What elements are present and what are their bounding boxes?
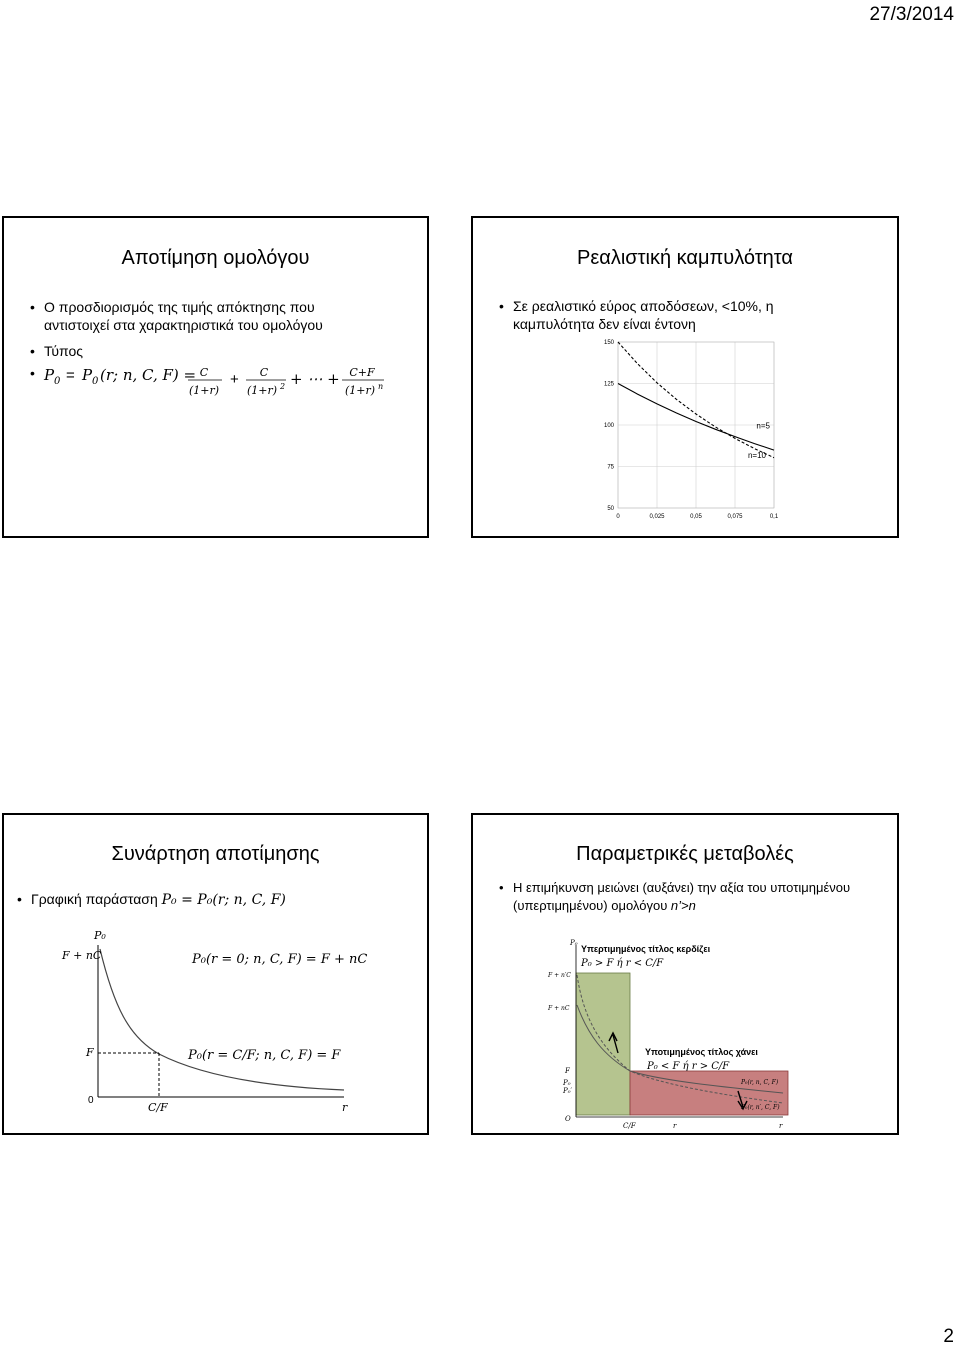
slide-realistic-convexity [471, 216, 899, 538]
over-title: Υπερτιμημένος τίτλος κερδίζει [581, 944, 711, 954]
x-tick-label: 0,1 [769, 514, 779, 520]
slide-bond-valuation [2, 216, 429, 538]
bullet-text: καμπυλότητα δεν είναι έντονη [513, 316, 696, 332]
under-condition: P₀ < F ή r > C/F [647, 1061, 730, 1072]
legend-n10: n=10 [747, 451, 766, 461]
fraction-exp: n [378, 382, 384, 391]
header-date: 27/3/2014 [869, 4, 954, 25]
formula-eq: = [66, 367, 75, 384]
bullet-text: • Η επιμήκυνση μειώνει (αυξάνει) την αξία του υποτιμημένου [513, 880, 851, 895]
curve2-label: P₀(r, n′, C, F) [741, 1104, 780, 1111]
bullet-type: • Τύπος [44, 342, 83, 360]
overvalued-zone [576, 973, 630, 1115]
bullet-convexity [513, 297, 774, 333]
formula-dots: + ⋯ + [290, 370, 340, 388]
y-tick-label: 75 [607, 464, 614, 471]
valuation-graph [14, 927, 414, 1127]
fraction-num: C+F [349, 366, 375, 379]
x-axis-label: r [779, 1122, 783, 1130]
slide-title: Παραμετρικές μεταβολές [576, 843, 794, 865]
x-tick-label: 0,075 [727, 514, 743, 520]
formula-plus: + [230, 371, 239, 388]
bullet-text: • Ο προσδιορισμός της τιμής απόκτησης που [44, 299, 315, 315]
label-f: F [565, 1067, 570, 1075]
parametric-graph [543, 935, 793, 1135]
x-mid-label: C/F [148, 1101, 168, 1114]
formula-p0: P [82, 366, 93, 384]
bullet-formula [44, 364, 424, 404]
bullet-text: αντιστοιχεί στα χαρακτηριστικά του ομολόγου [44, 317, 323, 333]
y-mid-label: F [86, 1046, 94, 1059]
y-tick-label: 125 [603, 381, 614, 388]
y-tick-label: 150 [603, 340, 614, 346]
formula-sub: 0 [92, 376, 99, 387]
bullet-text-italic: n’>n [670, 898, 696, 913]
formula-lhs: • P [44, 366, 55, 384]
page-number: 2 [943, 1326, 954, 1347]
over-condition: P₀ > F ή r < C/F [581, 958, 664, 969]
slide-parametric-changes [471, 813, 899, 1135]
legend-n5: n=5 [756, 421, 770, 431]
formula-sub: 0 [54, 376, 61, 387]
fraction-den: (1+r) [188, 384, 220, 397]
origin-label: 0 [88, 1095, 94, 1106]
annotation-rcf: P₀(r = C/F; n, C, F) = F [188, 1048, 341, 1063]
y-axis-label: P₀ [570, 939, 578, 947]
bullet-definition [44, 298, 323, 334]
slide-valuation-function [2, 813, 429, 1135]
y-top-label: F + nC [62, 949, 102, 962]
x-tick-label: 0 [616, 514, 620, 520]
valuation-curve [100, 949, 344, 1090]
x-r-label: r [673, 1122, 677, 1130]
fraction-exp: 2 [280, 382, 286, 391]
x-cf-label: C/F [623, 1122, 636, 1130]
slide-title: Ρεαλιστική καμπυλότητα [577, 247, 793, 269]
formula-args: (r; n, C, F) = [100, 366, 197, 384]
curve1-label: P₀(r, n, C, F) [741, 1079, 779, 1086]
label-p0: P₀ [563, 1079, 571, 1087]
valuation-formula [44, 364, 424, 406]
bullet-text: Γραφική παράσταση [31, 891, 158, 907]
x-axis-label: r [342, 1101, 348, 1114]
y-axis-label: P₀ [94, 929, 106, 942]
bullet-extension [513, 879, 850, 915]
slide-title: Αποτίμηση ομολόγου [121, 247, 310, 269]
fraction-num: C [199, 366, 209, 379]
y-tick-label: 100 [603, 423, 614, 429]
fraction-den: (1+r) [246, 384, 278, 397]
under-title: Υποτιμημένος τίτλος χάνει [645, 1047, 758, 1057]
label-fn: F + nC [548, 1005, 570, 1012]
bullet-text: (υπερτιμημένου) ομολόγου [513, 898, 671, 913]
label-fnprime: F + n′C [548, 972, 571, 979]
bullet-text: • Σε ρεαλιστικό εύρος αποδόσεων, <10%, η [513, 298, 774, 314]
origin-label: O [565, 1115, 571, 1123]
x-tick-label: 0,025 [649, 514, 665, 520]
bullet-formula: P₀ = P₀(r; n, C, F) [161, 892, 286, 908]
y-tick-label: 50 [607, 506, 614, 512]
convexity-chart [596, 334, 779, 530]
slide-title: Συνάρτηση αποτίμησης [111, 843, 320, 865]
fraction-den: (1+r) [344, 384, 376, 397]
label-p0prime: P₀′ [563, 1087, 573, 1095]
bullet-graph [31, 890, 286, 909]
fraction-num: C [259, 366, 269, 379]
x-tick-label: 0,05 [690, 514, 702, 520]
annotation-r0: P₀(r = 0; n, C, F) = F + nC [192, 952, 368, 967]
